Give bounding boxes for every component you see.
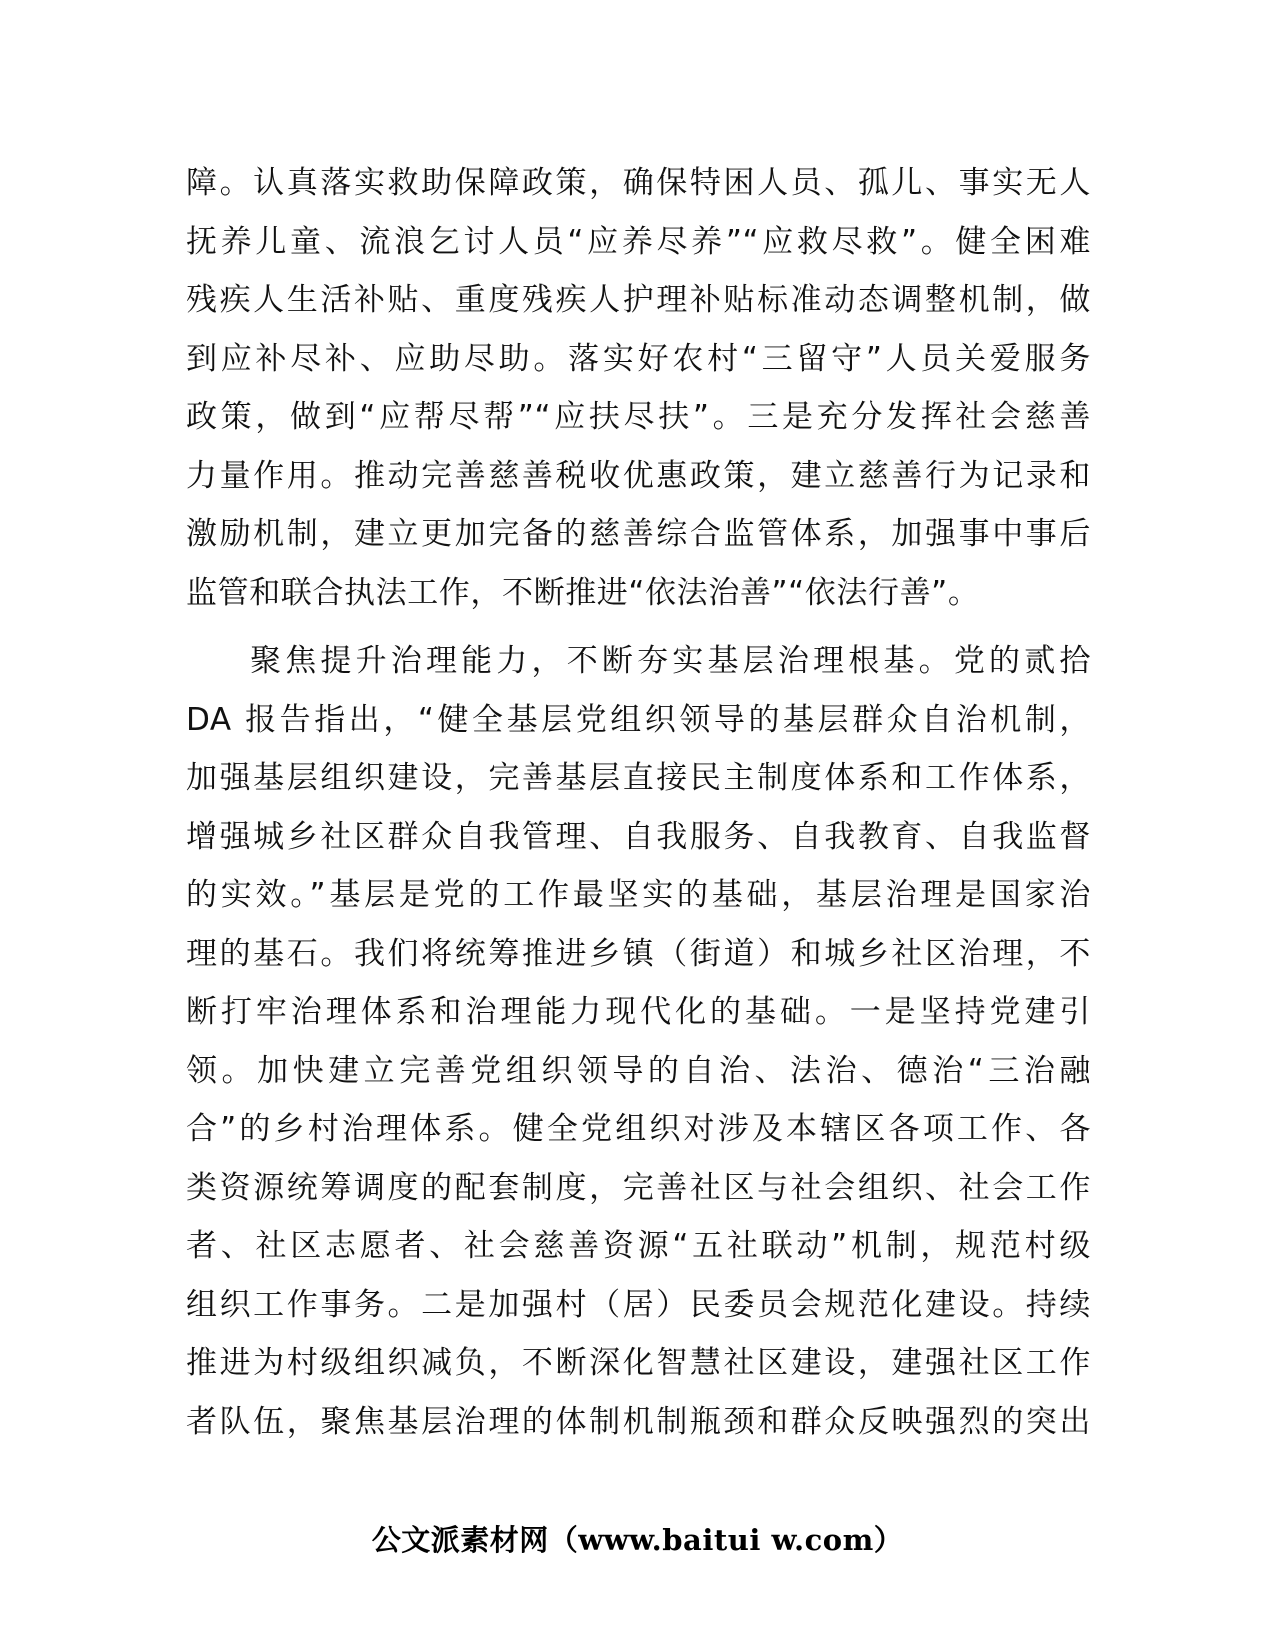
footer-watermark: 公文派素材网（www.baitui w.com） (371, 1523, 904, 1557)
paragraph-1 (186, 154, 1091, 622)
paragraph-line: 政策，做到“应帮尽帮”“应扶尽扶”。三是充分发挥社会慈善 (186, 399, 1091, 435)
paragraph-line: 的实效。”基层是党的工作最坚实的基础，基层治理是国家治 (186, 877, 1091, 913)
paragraph-line: 领。加快建立完善党组织领导的自治、法治、德治“三治融 (186, 1052, 1091, 1089)
paragraph-line: 力量作用。推动完善慈善税收优惠政策，建立慈善行为记录和 (186, 457, 1091, 494)
paragraph-line: 断打牢治理体系和治理能力现代化的基础。一是坚持党建引 (186, 994, 1091, 1030)
document-body (186, 154, 1091, 1451)
paragraph-line: 聚焦提升治理能力，不断夯实基层治理根基。党的贰拾 (250, 643, 1091, 679)
paragraph-line: 合”的乡村治理体系。健全党组织对涉及本辖区各项工作、各 (186, 1111, 1091, 1147)
paragraph-line: 者、社区志愿者、社会慈善资源“五社联动”机制，规范村级 (186, 1228, 1091, 1264)
paragraph-spacer (186, 622, 1091, 632)
paragraph-line: 组织工作事务。二是加强村（居）民委员会规范化建设。持续 (186, 1286, 1091, 1323)
paragraph-line: 到应补尽补、应助尽助。落实好农村“三留守”人员关爱服务 (186, 340, 1091, 377)
paragraph-line: DA 报告指出，“健全基层党组织领导的基层群众自治机制， (186, 701, 1091, 738)
paragraph-line: 类资源统筹调度的配套制度，完善社区与社会组织、社会工作 (186, 1169, 1091, 1206)
paragraph-line: 加强基层组织建设，完善基层直接民主制度体系和工作体系， (186, 760, 1091, 796)
paragraph-line: 激励机制，建立更加完备的慈善综合监管体系，加强事中事后 (186, 516, 1091, 552)
paragraph-2 (186, 632, 1091, 1451)
paragraph-line: 残疾人生活补贴、重度残疾人护理补贴标准动态调整机制，做 (186, 282, 1091, 318)
paragraph-line: 者队伍，聚焦基层治理的体制机制瓶颈和群众反映强烈的突出 (186, 1403, 1091, 1440)
paragraph-line: 监管和联合执法工作，不断推进“依法治善”“依法行善”。 (186, 574, 980, 611)
paragraph-line: 增强城乡社区群众自我管理、自我服务、自我教育、自我监督 (186, 818, 1091, 855)
paragraph-line: 理的基石。我们将统筹推进乡镇（街道）和城乡社区治理，不 (186, 935, 1091, 972)
paragraph-line: 障。认真落实救助保障政策，确保特困人员、孤儿、事实无人 (186, 165, 1091, 201)
paragraph-line: 推进为村级组织减负，不断深化智慧社区建设，建强社区工作 (186, 1345, 1091, 1381)
paragraph-line: 抚养儿童、流浪乞讨人员“应养尽养”“应救尽救”。健全困难 (186, 223, 1091, 260)
